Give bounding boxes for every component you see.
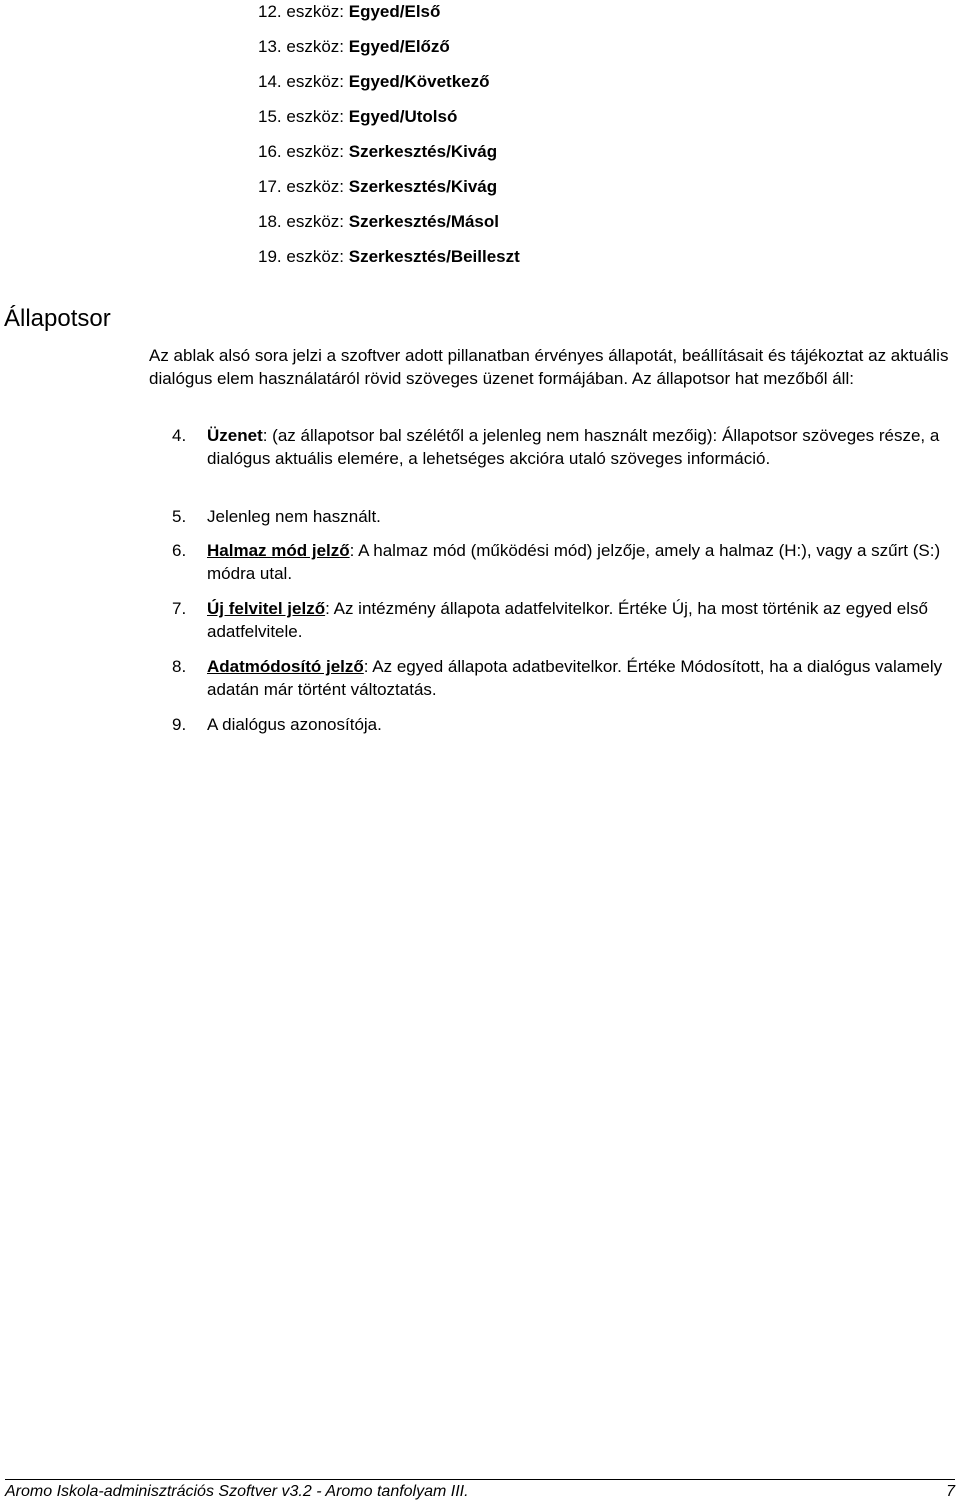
field-description: : Az intézmény állapota adatfelvitelkor. Értéke Új, ha most történik az egyed első adatfelvitele.	[207, 599, 928, 641]
field-number: 6.	[172, 541, 187, 560]
tool-name: Egyed/Első	[348, 2, 441, 21]
field-item	[172, 505, 960, 528]
tool-prefix: eszköz:	[286, 37, 345, 56]
field-number: 8.	[172, 657, 187, 676]
field-description: : A halmaz mód (működési mód) jelzője, amely a halmaz (H:), vagy a szűrt (S:) módra utal.	[207, 541, 941, 583]
tool-item	[258, 245, 520, 280]
tool-name: Szerkesztés/Kivág	[348, 142, 498, 161]
tool-prefix: eszköz:	[286, 177, 345, 196]
tool-item	[258, 105, 520, 140]
tool-prefix: eszköz:	[286, 247, 345, 266]
tool-prefix: eszköz:	[286, 212, 345, 231]
tool-item	[258, 210, 520, 245]
field-item	[172, 713, 960, 736]
tool-number: 13.	[258, 37, 282, 56]
tool-prefix: eszköz:	[286, 2, 345, 21]
tool-item	[258, 70, 520, 105]
tool-prefix: eszköz:	[286, 107, 345, 126]
field-item	[172, 424, 960, 470]
field-number: 5.	[172, 507, 187, 526]
tool-number: 17.	[258, 177, 282, 196]
tool-number: 14.	[258, 72, 282, 91]
tool-name: Szerkesztés/Kivág	[348, 177, 498, 196]
field-term: Adatmódosító jelző	[207, 657, 364, 676]
field-number: 9.	[172, 715, 187, 734]
tool-item	[258, 35, 520, 70]
tool-name: Egyed/Következő	[348, 72, 490, 91]
field-description: : Az egyed állapota adatbevitelkor. Értéke Módosított, ha a dialógus valamely adatán már történt változtatás.	[207, 657, 943, 699]
tool-prefix: eszköz:	[286, 72, 345, 91]
tool-name: Egyed/Utolsó	[348, 107, 458, 126]
tool-number: 12.	[258, 2, 282, 21]
tool-prefix: eszköz:	[286, 142, 345, 161]
tool-list	[258, 0, 520, 280]
field-term: Üzenet	[207, 426, 263, 445]
footer-title: Aromo Iskola-adminisztrációs Szoftver v3.2 - Aromo tanfolyam III.	[5, 1483, 469, 1500]
field-description: A dialógus azonosítója.	[207, 715, 382, 734]
field-term: Halmaz mód jelző	[207, 541, 350, 560]
tool-item	[258, 0, 520, 35]
field-description: Jelenleg nem használt.	[207, 507, 381, 526]
field-item	[172, 655, 960, 701]
tool-number: 16.	[258, 142, 282, 161]
section-intro: Az ablak alsó sora jelzi a szoftver adott pillanatban érvényes állapotát, beállításait és tájékoztat az aktuális dialógus elem használatáról rövid szöveges üzenet formájában. Az állapotsor hat mezőből áll:	[149, 346, 949, 388]
tool-number: 15.	[258, 107, 282, 126]
field-number: 4.	[172, 426, 187, 445]
tool-name: Egyed/Előző	[348, 37, 450, 56]
tool-name: Szerkesztés/Beilleszt	[348, 247, 520, 266]
field-item	[172, 539, 960, 585]
tool-number: 18.	[258, 212, 282, 231]
tool-item	[258, 140, 520, 175]
tool-item	[258, 175, 520, 210]
field-description: : (az állapotsor bal szélétől a jelenleg nem használt mezőig): Állapotsor szöveges része, a dialógus aktuális elemére, a lehetséges akcióra utaló szöveges információ.	[207, 426, 940, 468]
page-number: 7	[946, 1483, 955, 1500]
page-footer	[5, 1479, 955, 1501]
section-heading: Állapotsor	[4, 305, 111, 332]
tool-number: 19.	[258, 247, 282, 266]
field-number: 7.	[172, 599, 187, 618]
field-item	[172, 597, 960, 643]
tool-name: Szerkesztés/Másol	[348, 212, 499, 231]
field-term: Új felvitel jelző	[207, 599, 326, 618]
